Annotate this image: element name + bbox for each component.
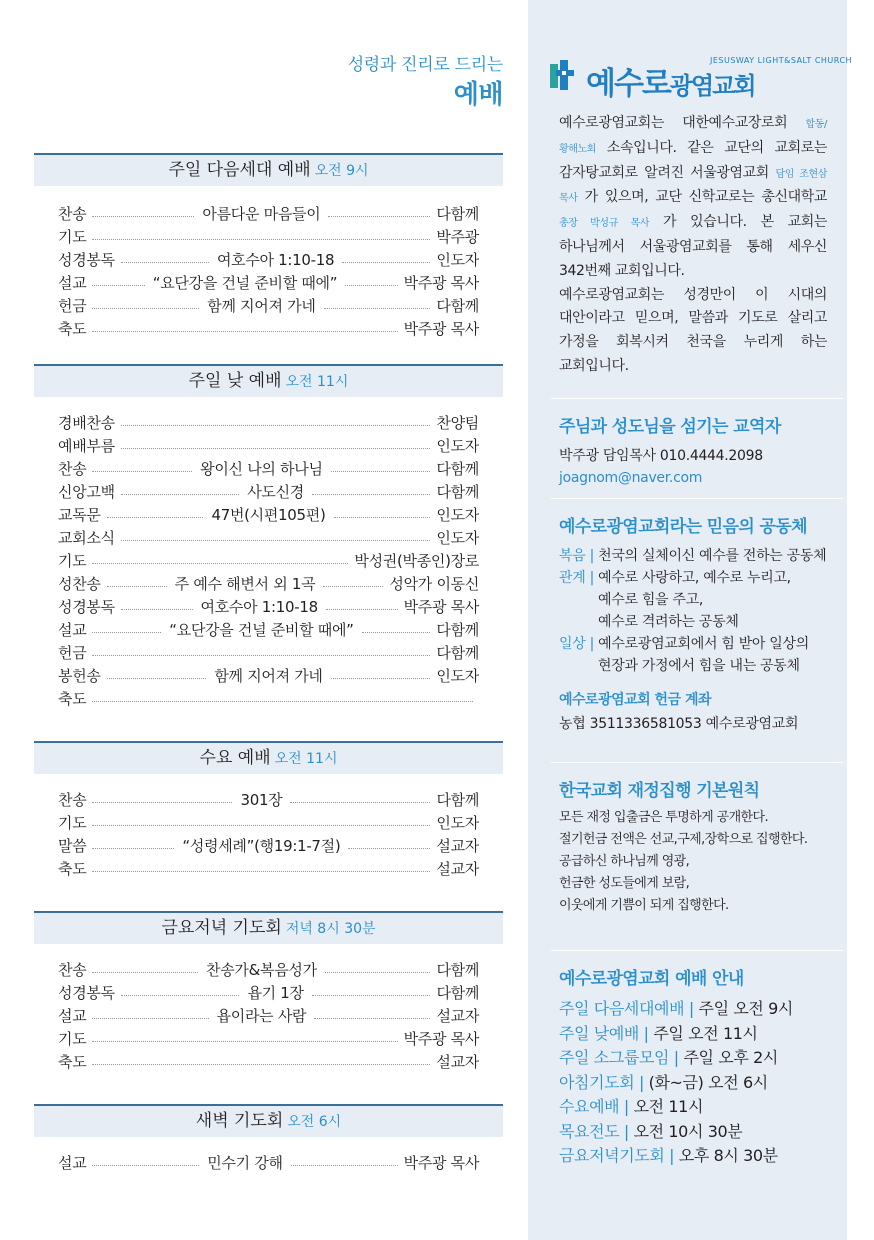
separator-bar: | — [585, 548, 599, 564]
community-section — [559, 512, 839, 735]
order-label: 기도 — [58, 552, 87, 570]
order-row — [58, 549, 479, 572]
section-divider — [551, 398, 843, 399]
order-content: 주 예수 해변서 외 1곡 — [174, 575, 316, 593]
order-leader: 다함께 — [436, 984, 480, 1002]
dot-leader — [107, 678, 207, 679]
order-row — [58, 1004, 479, 1027]
order-label: 기도 — [58, 228, 87, 246]
community-text: 예수로광염교회에서 힘 받아 일상의 — [598, 636, 809, 652]
ministers-line: 박주광 담임목사 010.4444.2098 — [559, 448, 763, 464]
dot-leader — [121, 262, 209, 263]
dot-leader — [312, 494, 430, 495]
service-time: 오전 11시 — [274, 751, 338, 767]
intro-highlight: 총장 박성규 목사 — [559, 218, 650, 230]
schedule-time: 주일 오후 2시 — [683, 1048, 778, 1067]
community-key: 일상 — [559, 636, 586, 652]
logo-name-sub: 광염교회 — [669, 72, 755, 100]
community-line — [559, 633, 839, 655]
order-row — [58, 857, 479, 880]
schedule-name: 아침기도회 — [559, 1072, 635, 1092]
separator-bar: | — [669, 1048, 684, 1067]
header-subtitle: 성령과 진리로 드리는 — [347, 55, 503, 75]
community-key: 관계 — [559, 570, 586, 586]
service-header — [34, 741, 503, 774]
order-label: 성경봉독 — [58, 984, 115, 1002]
order-label: 찬송 — [58, 460, 87, 478]
dot-leader — [121, 609, 193, 610]
church-logo — [550, 56, 853, 102]
separator-bar: | — [638, 1023, 654, 1043]
finance-section — [559, 776, 839, 917]
order-content: 사도신경 — [247, 483, 304, 501]
service-section — [34, 1104, 503, 1174]
dot-leader — [312, 995, 431, 996]
order-content: 함께 지어져 가네 — [207, 297, 316, 315]
order-leader: 설교자 — [436, 837, 479, 855]
service-name: 새벽 기도회 — [195, 1111, 284, 1131]
intro-text: 예수로광염교회는 대한예수교장로회 — [559, 115, 806, 131]
dot-leader — [290, 802, 430, 803]
community-title: 예수로광염교회라는 믿음의 공동체 — [559, 517, 807, 537]
order-row — [58, 834, 479, 857]
dot-leader — [345, 285, 397, 286]
community-list — [559, 545, 839, 677]
community-text: 예수로 사랑하고, 예수로 누리고, — [598, 570, 791, 586]
order-row — [58, 225, 479, 248]
schedule-time: 오후 8시 30분 — [678, 1146, 778, 1165]
dot-leader — [92, 802, 232, 803]
dot-leader — [342, 262, 430, 263]
community-line — [559, 611, 839, 633]
order-row — [58, 641, 479, 664]
order-content: 왕이신 나의 하나님 — [200, 460, 323, 478]
service-header — [34, 364, 503, 397]
dot-leader — [331, 678, 431, 679]
service-section — [34, 741, 503, 880]
order-label: 축도 — [58, 860, 87, 878]
order-label: 기도 — [58, 814, 87, 832]
dot-leader — [92, 308, 199, 309]
dot-leader — [323, 586, 383, 587]
dot-leader — [92, 655, 430, 656]
separator-bar: | — [684, 999, 699, 1018]
intro-paragraph-2: 예수로광염교회는 성경만이 이 시대의 대안이라고 믿으며, 말씀과 기도로 살리고 가정을 회복시켜 천국을 누리게 하는 교회입니다. — [559, 286, 827, 374]
separator-bar: | — [619, 1097, 634, 1116]
finance-title: 한국교회 재정집행 기본원칙 — [559, 781, 760, 801]
order-leader: 다함께 — [436, 297, 479, 315]
separator-bar: | — [619, 1121, 634, 1141]
order-leader: 박주광 목사 — [403, 1030, 479, 1048]
order-row — [58, 434, 479, 457]
order-label: 설교 — [58, 1154, 87, 1172]
service-section — [34, 153, 503, 340]
cross-mark-icon — [550, 60, 576, 90]
order-row — [58, 1050, 479, 1073]
service-section — [34, 364, 503, 710]
intro-highlight: 합동/황해노회 — [559, 119, 827, 155]
service-header — [34, 1104, 503, 1137]
dot-leader — [92, 1041, 397, 1042]
dot-leader — [92, 632, 161, 633]
order-leader: 인도자 — [436, 814, 479, 832]
order-leader: 찬양팀 — [436, 414, 479, 432]
finance-line: 공급하신 하나님께 영광, — [559, 854, 690, 869]
order-leader: 다함께 — [436, 460, 479, 478]
order-row — [58, 526, 479, 549]
schedule-section — [559, 964, 839, 1169]
order-label: 축도 — [58, 320, 87, 338]
order-row — [58, 664, 479, 687]
order-content: 301장 — [240, 791, 283, 809]
schedule-name: 주일 소그룹모임 — [559, 1048, 670, 1067]
order-leader: 박성권(박종인)장로 — [354, 552, 479, 570]
order-label: 축도 — [58, 690, 87, 708]
order-row — [58, 411, 479, 434]
order-row — [58, 271, 479, 294]
order-leader: 다함께 — [436, 644, 479, 662]
order-row — [58, 595, 479, 618]
community-line — [559, 655, 839, 677]
dot-leader — [92, 471, 192, 472]
order-row — [58, 572, 479, 595]
dot-leader — [107, 517, 204, 518]
order-row — [58, 1027, 479, 1050]
separator-bar: | — [664, 1146, 679, 1165]
order-content: “요단강을 건널 준비할 때에” — [152, 274, 338, 292]
dot-leader — [92, 1018, 208, 1019]
dot-leader — [314, 1018, 430, 1019]
separator-bar: | — [585, 570, 599, 586]
order-leader: 성악가 이동신 — [389, 575, 480, 593]
account-title: 예수로광염교회 헌금 계좌 — [559, 692, 712, 708]
community-text: 천국의 실체이신 예수를 전하는 공동체 — [598, 548, 827, 564]
order-leader: 인도자 — [436, 437, 479, 455]
dot-leader — [121, 425, 431, 426]
schedule-item — [559, 997, 839, 1022]
schedule-item — [559, 1022, 839, 1047]
order-label: 찬송 — [58, 205, 87, 223]
community-key: 복음 — [559, 548, 586, 564]
order-leader: 박주광 목사 — [403, 598, 479, 616]
schedule-name: 주일 낮예배 — [559, 1023, 639, 1043]
schedule-item — [559, 1095, 839, 1120]
schedule-item — [559, 1046, 839, 1071]
order-content: 아름다운 마음들이 — [202, 205, 321, 223]
dot-leader — [324, 308, 431, 309]
order-leader: 설교자 — [436, 1007, 480, 1025]
order-content: 욥이라는 사람 — [216, 1007, 307, 1025]
separator-bar: | — [585, 636, 599, 652]
header-title: 예배 — [453, 80, 503, 110]
finance-line: 모든 재정 입출금은 투명하게 공개한다. — [559, 810, 768, 825]
schedule-time: 오전 11시 — [633, 1097, 704, 1116]
order-label: 성찬송 — [58, 575, 101, 593]
order-content: 찬송가&복음성가 — [206, 961, 317, 979]
service-section — [34, 911, 503, 1073]
schedule-title: 예수로광염교회 예배 안내 — [559, 969, 744, 989]
service-time: 저녁 8시 30분 — [285, 921, 376, 937]
order-leader: 다함께 — [436, 483, 480, 501]
dot-leader — [92, 1165, 199, 1166]
order-row — [58, 457, 479, 480]
ministers-email: joagnom@naver.com — [559, 470, 703, 486]
community-text: 예수로 격려하는 공동체 — [598, 614, 739, 630]
dot-leader — [92, 972, 198, 973]
dot-leader — [348, 848, 430, 849]
section-divider — [551, 498, 843, 499]
dot-leader — [362, 632, 431, 633]
schedule-name: 주일 다음세대예배 — [559, 999, 685, 1018]
order-content: 민수기 강해 — [207, 1154, 283, 1172]
order-label: 교독문 — [58, 506, 101, 524]
finance-lines — [559, 807, 839, 917]
order-row — [58, 202, 479, 225]
order-content: 47번(시편105편) — [211, 506, 326, 524]
dot-leader — [92, 331, 397, 332]
order-label: 교회소식 — [58, 529, 115, 547]
order-row — [58, 687, 479, 710]
logo-name-main: 예수로 — [586, 66, 670, 102]
schedule-time: 주일 오전 9시 — [698, 999, 793, 1018]
service-header — [34, 153, 503, 186]
schedule-time: 오전 10시 30분 — [633, 1121, 743, 1141]
service-name: 주일 낮 예배 — [188, 371, 282, 391]
order-label: 경배찬송 — [58, 414, 115, 432]
service-time: 오전 6시 — [287, 1114, 342, 1130]
order-leader: 설교자 — [436, 860, 479, 878]
order-leader: 설교자 — [436, 1053, 479, 1071]
order-row — [58, 981, 479, 1004]
order-row — [58, 317, 479, 340]
order-leader: 인도자 — [436, 506, 479, 524]
dot-leader — [92, 1064, 430, 1065]
order-content: 여호수아 1:10-18 — [200, 598, 318, 616]
schedule-time: (화~금) 오전 6시 — [648, 1072, 768, 1092]
finance-line: 이웃에게 기쁨이 되게 집행한다. — [559, 898, 729, 913]
order-content: “성령세례”(행19:1-7절) — [182, 837, 341, 855]
order-leader: 인도자 — [436, 251, 479, 269]
order-content: 욥기 1장 — [247, 984, 304, 1002]
order-leader: 박주광 목사 — [403, 274, 479, 292]
order-leader: 다함께 — [436, 205, 479, 223]
logo-english: JESUSWAY LIGHT&SALT CHURCH — [710, 56, 853, 65]
intro-text: 소속입니다. 같은 교단의 교회로는 감자탕교회로 알려진 서울광염교회 — [559, 139, 827, 181]
intro-text: 가 있습니다. 본 교회는 하나님께서 서울광염교회를 통해 세우신 342번째 교회입니다. — [559, 214, 827, 279]
order-row — [58, 294, 479, 317]
community-line — [559, 545, 839, 567]
service-name: 주일 다음세대 예배 — [168, 160, 311, 180]
separator-bar: | — [634, 1072, 649, 1092]
order-label: 설교 — [58, 621, 87, 639]
dot-leader — [107, 586, 167, 587]
service-time: 오전 11시 — [285, 374, 349, 390]
order-label: 예배부름 — [58, 437, 115, 455]
schedule-item — [559, 1144, 839, 1169]
order-row — [58, 788, 479, 811]
schedule-name: 금요저녁기도회 — [559, 1146, 665, 1165]
order-leader: 박주광 목사 — [403, 320, 479, 338]
service-time: 오전 9시 — [314, 163, 369, 179]
order-row — [58, 1151, 479, 1174]
dot-leader — [92, 701, 473, 702]
dot-leader — [121, 995, 240, 996]
community-line — [559, 589, 839, 611]
order-row — [58, 811, 479, 834]
order-label: 헌금 — [58, 297, 87, 315]
order-label: 성경봉독 — [58, 598, 115, 616]
dot-leader — [92, 216, 194, 217]
order-leader: 박주광 목사 — [403, 1154, 480, 1172]
community-text: 예수로 힘을 주고, — [598, 592, 704, 608]
dot-leader — [92, 563, 348, 564]
order-row — [58, 503, 479, 526]
order-leader: 다함께 — [436, 791, 480, 809]
finance-line: 절기헌금 전액은 선교,구제,장학으로 집행한다. — [559, 832, 808, 847]
order-label: 봉헌송 — [58, 667, 101, 685]
schedule-list — [559, 997, 839, 1169]
order-label: 축도 — [58, 1053, 87, 1071]
order-row — [58, 618, 479, 641]
order-row — [58, 958, 479, 981]
dot-leader — [92, 871, 430, 872]
service-header — [34, 911, 503, 944]
order-content: “요단강을 건널 준비할 때에” — [169, 621, 354, 639]
dot-leader — [121, 448, 431, 449]
finance-line: 헌금한 성도들에게 보람, — [559, 876, 690, 891]
dot-leader — [331, 471, 431, 472]
order-leader: 다함께 — [436, 621, 479, 639]
dot-leader — [92, 848, 174, 849]
intro-paragraph-1 — [559, 112, 827, 284]
order-label: 성경봉독 — [58, 251, 115, 269]
dot-leader — [328, 216, 430, 217]
order-label: 헌금 — [58, 644, 87, 662]
order-content: 여호수아 1:10-18 — [216, 251, 335, 269]
section-divider — [551, 762, 843, 763]
account-info: 농협 3511336581053 예수로광염교회 — [559, 716, 799, 732]
dot-leader — [334, 517, 431, 518]
schedule-item — [559, 1120, 839, 1145]
service-name: 금요저녁 기도회 — [161, 918, 282, 938]
dot-leader — [92, 239, 430, 240]
schedule-name: 수요예배 — [559, 1097, 620, 1116]
order-label: 설교 — [58, 1007, 87, 1025]
order-row — [58, 480, 479, 503]
dot-leader — [121, 540, 431, 541]
order-row — [58, 248, 479, 271]
section-divider — [551, 950, 843, 951]
order-leader: 다함께 — [436, 961, 480, 979]
dot-leader — [92, 825, 430, 826]
ministers-section — [559, 412, 839, 489]
ministers-title: 주님과 성도님을 섬기는 교역자 — [559, 417, 781, 437]
order-label: 설교 — [58, 274, 87, 292]
order-content: 함께 지어져 가네 — [214, 667, 323, 685]
order-leader: 인도자 — [436, 529, 479, 547]
dot-leader — [92, 285, 144, 286]
dot-leader — [291, 1165, 398, 1166]
order-label: 기도 — [58, 1030, 87, 1048]
intro-highlight: 담임 조현삼 목사 — [559, 168, 827, 205]
schedule-time: 주일 오전 11시 — [653, 1023, 758, 1043]
order-label: 찬송 — [58, 791, 87, 809]
community-line — [559, 567, 839, 589]
order-leader: 인도자 — [436, 667, 479, 685]
logo-name — [586, 58, 755, 103]
church-intro — [559, 112, 827, 379]
schedule-name: 목요전도 — [559, 1121, 620, 1141]
dot-leader — [121, 494, 239, 495]
order-leader: 박주광 — [436, 228, 479, 246]
service-name: 수요 예배 — [199, 748, 271, 768]
order-label: 신앙고백 — [58, 483, 115, 501]
order-label: 말씀 — [58, 837, 87, 855]
church-info-panel — [528, 0, 853, 1240]
dot-leader — [325, 972, 431, 973]
order-label: 찬송 — [58, 961, 87, 979]
community-text: 현장과 가정에서 힘을 내는 공동체 — [598, 658, 800, 674]
intro-text: 가 있으며, 교단 신학교로는 총신대학교 — [577, 189, 827, 206]
dot-leader — [326, 609, 398, 610]
schedule-item — [559, 1071, 839, 1096]
